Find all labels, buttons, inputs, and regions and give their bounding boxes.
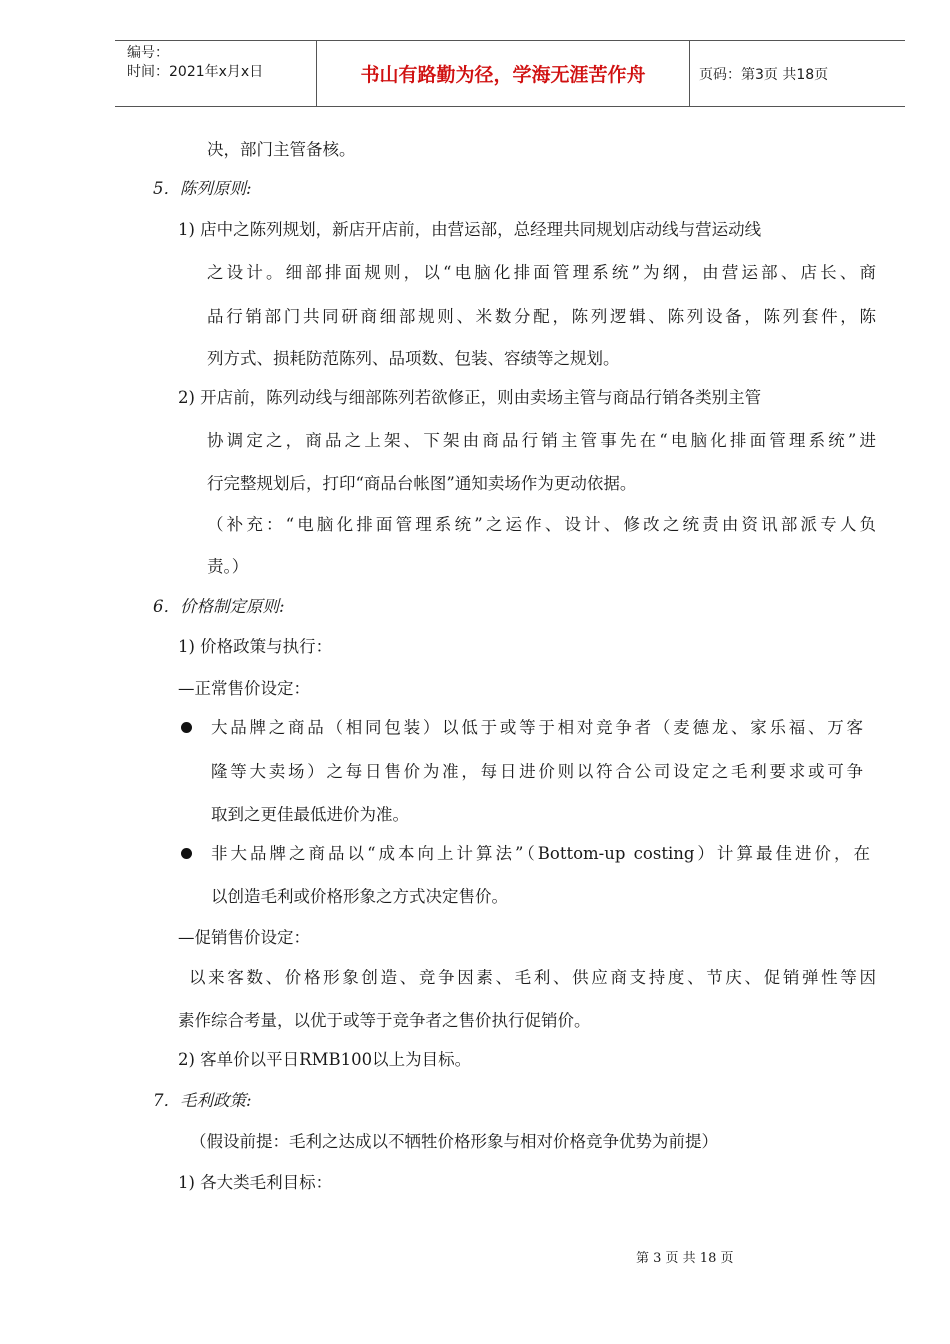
list-item: 大品牌之商品（相同包装）以低于或等于相对竞争者（麦德龙、家乐福、万客 (211, 718, 863, 737)
body-line: （假设前提：毛利之达成以不牺牲价格形象与相对价格竞争优势为前提） (190, 1132, 718, 1151)
supplement-note: （补充：“电脑化排面管理系统”之运作、设计、修改之统责由资讯部派专人负 (207, 515, 876, 534)
sub-heading-promo-price: —促销售价设定： (178, 928, 310, 947)
document-number-label: 编号： (127, 45, 169, 61)
body-line: 之设计。细部排面规则，以“电脑化排面管理系统”为纲，由营运部、店长、商 (207, 263, 876, 282)
header-motto: 书山有路勤为径，学海无涯苦作舟 (316, 41, 690, 106)
body-line: 1) 店中之陈列规划，新店开店前，由营运部，总经理共同规划店动线与营运动线 (178, 220, 762, 239)
section-heading-6: 6．价格制定原则: (153, 597, 285, 616)
document-time-label: 时间：2021年x月x日 (127, 64, 264, 80)
body-line: 列方式、损耗防范陈列、品项数、包装、容绩等之规划。 (207, 349, 620, 368)
body-line: 以来客数、价格形象创造、竞争因素、毛利、供应商支持度、节庆、促销弹性等因 (189, 968, 876, 987)
section-heading-5: 5．陈列原则: (153, 179, 252, 198)
header-meta (115, 41, 316, 106)
section-heading-7: 7．毛利政策: (153, 1091, 252, 1110)
sub-heading-normal-price: —正常售价设定： (178, 679, 310, 698)
body-line: 行完整规划后，打印“商品台帐图”通知卖场作为更动依据。 (207, 474, 637, 493)
body-line: 隆等大卖场）之每日售价为准，每日进价则以符合公司设定之毛利要求或可争 (211, 762, 863, 781)
body-line: 以创造毛利或价格形象之方式决定售价。 (211, 887, 508, 906)
body-line: 2) 客单价以平日RMB100以上为目标。 (178, 1050, 472, 1069)
body-line: 1) 各大类毛利目标： (178, 1173, 333, 1192)
page-footer: 第 3 页 共 18 页 (636, 1251, 734, 1266)
list-item: 非大品牌之商品以“成本向上计算法”（Bottom-up costing）计算最佳进价，在 (211, 844, 870, 863)
body-line: 取到之更佳最低进价为准。 (211, 805, 409, 824)
page-header (115, 40, 905, 107)
bullet-icon (181, 848, 192, 859)
body-line: 品行销部门共同研商细部规则、米数分配，陈列逻辑、陈列设备，陈列套件，陈 (207, 307, 876, 326)
body-line: 2) 开店前，陈列动线与细部陈列若欲修正，则由卖场主管与商品行销各类别主管 (178, 388, 762, 407)
body-line: 责。） (207, 557, 249, 576)
body-line: 1) 价格政策与执行： (178, 637, 333, 656)
bullet-icon (181, 722, 192, 733)
header-page-number: 页码：第3页 共18页 (699, 66, 829, 83)
body-line: 素作综合考量，以优于或等于竞争者之售价执行促销价。 (178, 1011, 591, 1030)
body-line: 决，部门主管备核。 (207, 140, 356, 159)
body-line: 协调定之，商品之上架、下架由商品行销主管事先在“电脑化排面管理系统”进 (207, 431, 876, 450)
